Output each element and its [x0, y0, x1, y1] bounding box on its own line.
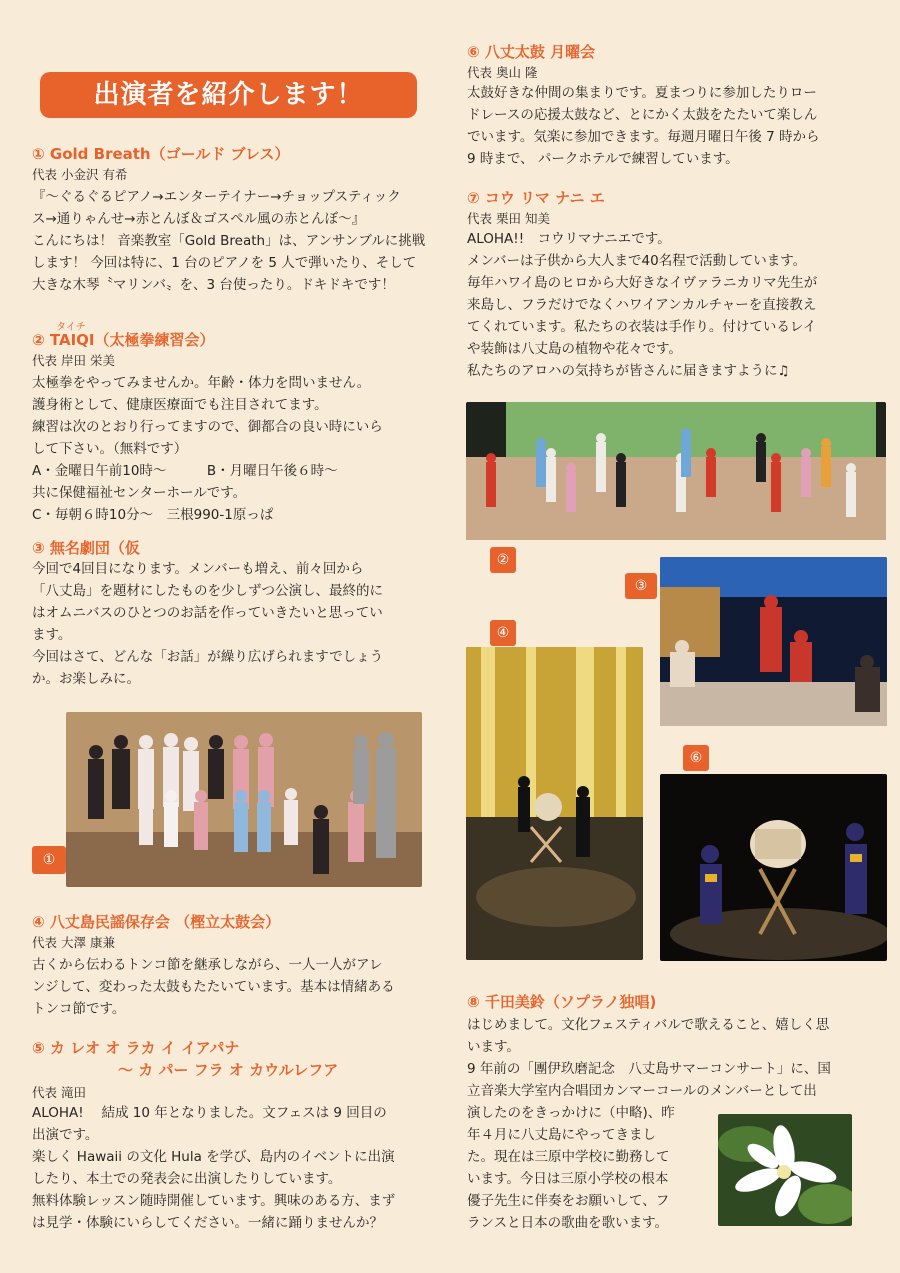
section-7-heading: ⑦ コウ リマ ナニ エ: [467, 189, 605, 207]
section-2-ruby: タイチ: [56, 322, 86, 333]
text-line: 共に保健福祉センターホールです。: [32, 485, 247, 501]
text-line: でいます。気楽に参加できます。毎週月曜日午後 7 時から: [467, 129, 820, 145]
photo-gold-breath-group: [66, 712, 422, 887]
text-line: 9 年前の「團伊玖磨記念 八丈島サマーコンサート」に、国: [467, 1061, 831, 1077]
text-line: 太極拳をやってみませんか。年齢・体力を問いません。: [32, 375, 371, 391]
text-line: こんにちは！ 音楽教室「Gold Breath」は、アンサンブルに挑戦: [32, 233, 426, 249]
text-line: ンジして、変わった太鼓もたたいています。基本は情緒ある: [32, 979, 395, 995]
section-5-representative: 代表 滝田: [32, 1085, 86, 1100]
photo-theatre-stage: [660, 557, 887, 726]
photo-taiqi-stage: [466, 402, 886, 540]
section-5-heading-line-2: ～ カ パー フラ オ カウルレフア: [118, 1061, 339, 1079]
text-line: や装飾は八丈島の植物や花々です。: [467, 341, 682, 357]
text-line: 立音楽大学室内合唱団カンマーコールのメンバーとして出: [467, 1083, 817, 1099]
photo-drum-yellow-light: [466, 647, 643, 960]
text-line: 『～ぐるぐるピアノ→エンターテイナー→チョップスティック: [32, 189, 401, 205]
text-line: てくれています。私たちの衣装は手作り。付けているレイ: [467, 319, 817, 335]
text-line: 出演です。: [32, 1127, 99, 1143]
section-5-heading-line-1: ⑤ カ レオ オ ラカ イ イアパナ: [32, 1039, 240, 1057]
photo-2-badge: ②: [490, 547, 516, 573]
section-8-text: [467, 1014, 877, 1102]
text-line: 無料体験レッスン随時開催しています。興味のある方、まず: [32, 1193, 396, 1209]
section-1-text: [32, 186, 432, 296]
section-1-representative: 代表 小金沢 有希: [32, 167, 128, 182]
section-4-text: [32, 954, 432, 1020]
section-8-text-wrapped: [467, 1102, 707, 1234]
text-line: 毎年ハワイ島のヒロから大好きなイヴァラニカリマ先生が: [467, 275, 818, 291]
text-line: 「八丈島」を題材にしたものを少しずつ公演し、最終的に: [32, 583, 383, 599]
text-line: C・毎朝６時10分～ 三根990-1原っぱ: [32, 507, 274, 523]
page-title-banner: 出演者を紹介します！: [40, 72, 417, 118]
text-line: はオムニバスのひとつのお話を作っていきたいと思ってい: [32, 605, 383, 621]
text-line: 来島し、フラだけでなくハワイアンカルチャーを直接教え: [467, 297, 817, 313]
section-7-representative: 代表 栗田 知美: [467, 211, 550, 226]
text-line: 楽しく Hawaii の文化 Hula を学び、島内のイベントに出演: [32, 1149, 395, 1165]
text-line: は見学・体験にいらしてください。一緒に踊りませんか？: [32, 1215, 383, 1231]
photo-taiko-drummers: [660, 774, 887, 961]
text-line: 演したのをきっかけに（中略)、昨: [467, 1105, 675, 1121]
section-6-representative: 代表 奥山 隆: [467, 65, 538, 80]
text-line: 年４月に八丈島にやってきまし: [467, 1127, 656, 1143]
section-6-heading: ⑥ 八丈太鼓 月曜会: [467, 43, 596, 61]
text-line: 大きな木琴〝マリンバ〟を、3 台使ったり。ドキドキです！: [32, 277, 395, 293]
text-line: います。: [467, 1039, 520, 1055]
text-line: したり、本土での発表会に出演したりしています。: [32, 1171, 342, 1187]
photo-1-badge: ①: [32, 846, 66, 874]
text-line: ス→通りゃんせ→赤とんぼ＆ゴスペル風の赤とんぼ～』: [32, 211, 366, 227]
text-line: メンバーは子供から大人まで40名程で活動しています。: [467, 253, 807, 269]
text-line: 太鼓好きな仲間の集まりです。夏まつりに参加したりロー: [467, 85, 817, 101]
section-2-representative: 代表 岸田 栄美: [32, 353, 115, 368]
text-line: います。今日は三原小学校の根本: [467, 1171, 669, 1187]
photo-4-badge: ④: [490, 620, 516, 646]
section-4-heading: ④ 八丈島民謡保存会 （樫立太鼓会）: [32, 913, 281, 931]
text-line: 私たちのアロハの気持ちが皆さんに届きますように♫: [467, 363, 790, 379]
text-line: ます。: [32, 627, 72, 643]
text-line: 古くから伝わるトンコ節を継承しながら、一人一人がアレ: [32, 957, 383, 973]
text-line: はじめまして。文化フェスティバルで歌えること、嬉しく思: [467, 1017, 830, 1033]
section-5-text: [32, 1102, 432, 1234]
text-line: トンコ節です。: [32, 1001, 126, 1017]
text-line: ランスと日本の歌曲を歌います。: [467, 1215, 669, 1231]
section-2-heading: ② TAIQI（太極拳練習会）: [32, 331, 215, 349]
photo-white-flower: [718, 1114, 852, 1226]
text-line: ALOHA! 結成 10 年となりました。文フェスは 9 回目の: [32, 1105, 387, 1121]
photo-3-badge: ③: [625, 573, 657, 599]
section-3-text: [32, 558, 432, 690]
text-line: ALOHA!! コウリマナニエです。: [467, 231, 671, 247]
text-line: ドレースの応援太鼓など、とにかく太鼓をたたいて楽しん: [467, 107, 818, 123]
text-line: か。お楽しみに。: [32, 671, 140, 687]
section-1-heading: ① Gold Breath（ゴールド ブレス）: [32, 145, 290, 163]
section-2-text: [32, 372, 432, 526]
photo-6-badge: ⑥: [683, 745, 709, 771]
text-line: 今回はさて、どんな「お話」が繰り広げられますでしょう: [32, 649, 384, 665]
section-6-text: [467, 82, 877, 170]
text-line: 護身術として、健康医療面でも注目されてます。: [32, 397, 328, 413]
text-line: た。現在は三原中学校に勤務して: [467, 1149, 670, 1165]
text-line: 今回で4回目になります。メンバーも増え、前々回から: [32, 561, 364, 577]
text-line: A・金曜日午前10時～ B・月曜日午後６時～: [32, 463, 338, 479]
text-line: 優子先生に伴奏をお願いして、フ: [467, 1193, 670, 1209]
text-line: 練習は次のとおり行ってますので、御都合の良い時にいら: [32, 419, 383, 435]
section-4-representative: 代表 大澤 康兼: [32, 935, 115, 950]
section-7-text: [467, 228, 877, 382]
text-line: 9 時まで、 パークホテルで練習しています。: [467, 151, 739, 167]
section-3-heading: ③ 無名劇団（仮: [32, 539, 140, 557]
section-8-heading: ⑧ 千田美鈴（ソプラノ独唱): [467, 993, 657, 1011]
text-line: して下さい。（無料です）: [32, 441, 188, 457]
text-line: します！ 今回は特に、1 台のピアノを 5 人で弾いたり、そして: [32, 255, 417, 271]
